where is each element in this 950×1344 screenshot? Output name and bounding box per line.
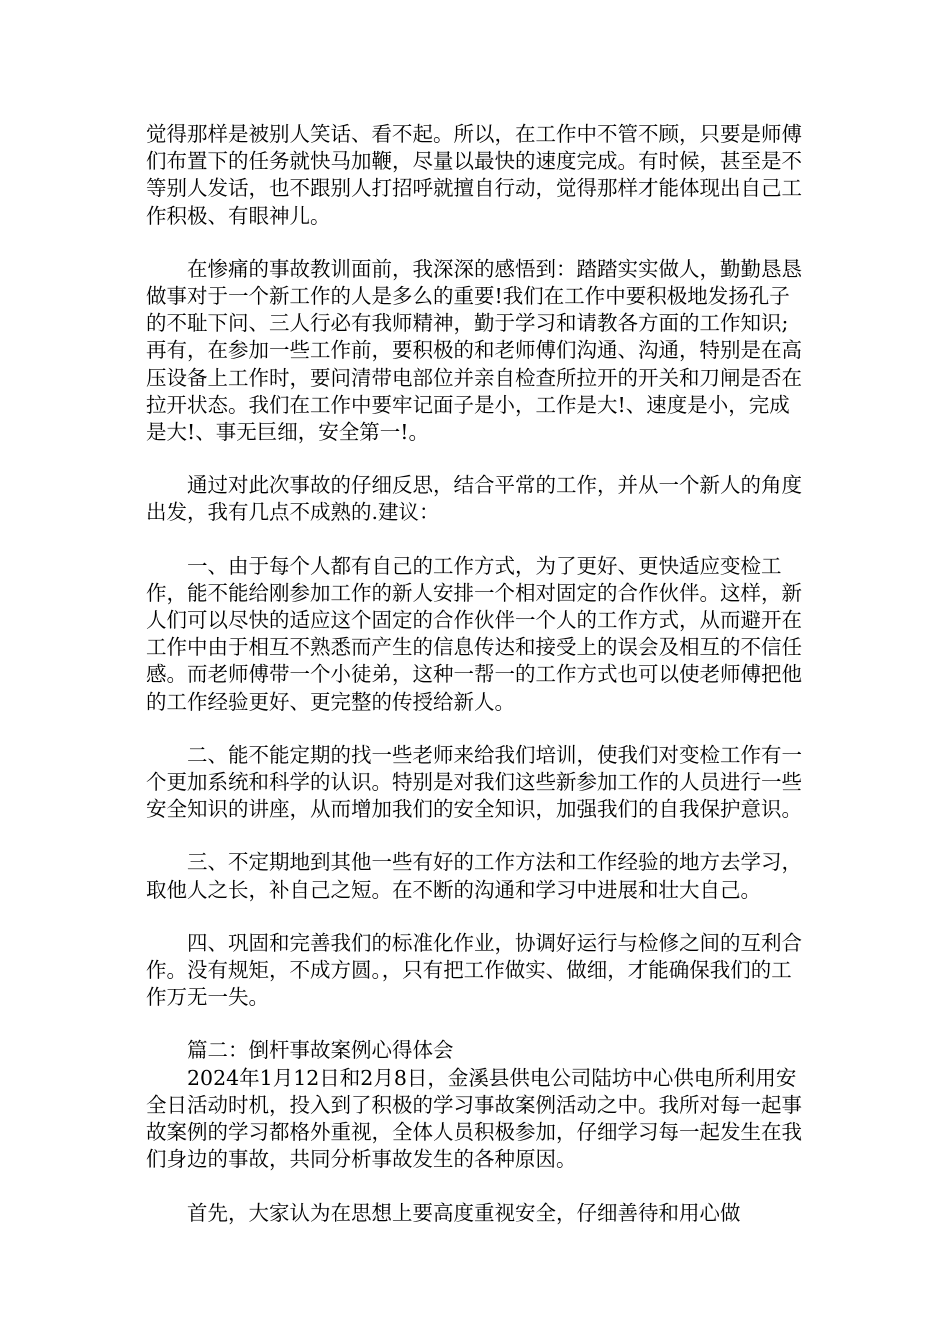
section-title: 篇二：倒杆事故案例心得体会	[187, 1038, 454, 1063]
paragraph-suggestion-2: 二、能不能定期的找一些老师来给我们培训，使我们对变检工作有一个更加系统和科学的认识。特别是对我们这些新参加工作的人员进行一些安全知识的讲座，从而增加我们的安全知识，加强我们的自我保护意识。	[146, 742, 802, 822]
paragraph-section-intro: 2024年1月12日和2月8日，金溪县供电公司陆坊中心供电所利用安全日活动时机，投入到了积极的学习事故案例活动之中。我所对每一起事故案例的学习都格外重视，全体人员积极参加，仔细学习每一起发生在我们身边的事故，共同分析事故发生的各种原因。	[146, 1065, 802, 1172]
paragraph-suggestion-4: 四、巩固和完善我们的标准化作业，协调好运行与检修之间的互利合作。没有规矩，不成方圆。，只有把工作做实、做细，才能确保我们的工作万无一失。	[146, 930, 802, 1010]
paragraph-reflection: 通过对此次事故的仔细反思，结合平常的工作，并从一个新人的角度出发，我有几点不成熟的.建议：	[146, 473, 802, 525]
paragraph-suggestion-3: 三、不定期地到其他一些有好的工作方法和工作经验的地方去学习，取他人之长，补自己之短。在不断的沟通和学习中进展和壮大自己。	[146, 850, 802, 902]
paragraph-section-first: 首先，大家认为在思想上要高度重视安全，仔细善待和用心做	[187, 1200, 741, 1225]
paragraph-lesson: 在惨痛的事故教训面前，我深深的感悟到：踏踏实实做人，勤勤恳恳做事对于一个新工作的人是多么的重要!我们在工作中要积极地发扬孔子的不耻下问、三人行必有我师精神，勤于学习和请教各方面的工作知识;再有，在参加一些工作前，要积极的和老师傅们沟通、沟通，特别是在高压设备上工作时，要问清带电部位并亲自检查所拉开的开关和刀闸是否在拉开状态。我们在工作中要牢记面子是小，工作是大!、速度是小，完成是大!、事无巨细，安全第一!。	[146, 256, 802, 445]
document-page	[146, 121, 808, 1227]
paragraph-continued: 觉得那样是被别人笑话、看不起。所以，在工作中不管不顾，只要是师傅们布置下的任务就快马加鞭，尽量以最快的速度完成。有时候，甚至是不等别人发话，也不跟别人打招呼就擅自行动，觉得那样才能体现出自己工作积极、有眼神儿。	[146, 122, 802, 228]
paragraph-suggestion-1: 一、由于每个人都有自己的工作方式，为了更好、更快适应变检工作，能不能给刚参加工作的新人安排一个相对固定的合作伙伴。这样，新人们可以尽快的适应这个固定的合作伙伴一个人的工作方式，从而避开在工作中由于相互不熟悉而产生的信息传达和接受上的误会及相互的不信任感。而老师傅带一个小徒弟，这种一帮一的工作方式也可以使老师傅把他的工作经验更好、更完整的传授给新人。	[146, 553, 802, 714]
